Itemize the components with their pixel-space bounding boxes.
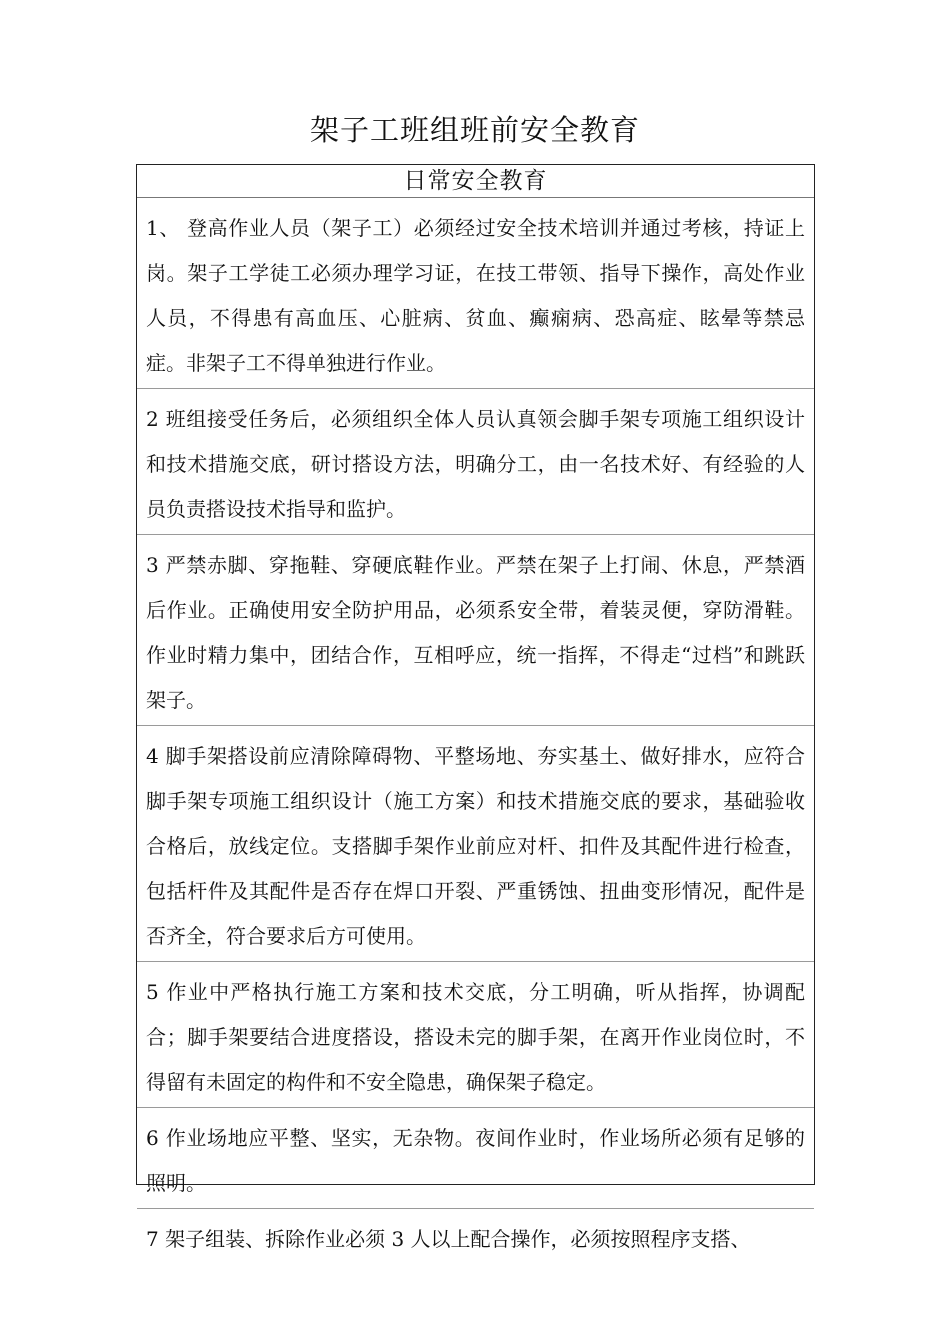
safety-education-table bbox=[136, 164, 815, 1251]
list-item: 7 架子组装、拆除作业必须 3 人以上配合操作，必须按照程序支搭、 bbox=[146, 1227, 751, 1251]
section-heading: 日常安全教育 bbox=[137, 165, 814, 198]
list-item: 3 严禁赤脚、穿拖鞋、穿硬底鞋作业。严禁在架子上打闹、休息，严禁酒后作业。正确使用安全防护用品，必须系安全带，着装灵便，穿防滑鞋。作业时精力集中，团结合作，互相呼应，统一指挥，不得走“过档”和跳跃架子。 bbox=[137, 535, 814, 726]
list-item: 4 脚手架搭设前应清除障碍物、平整场地、夯实基土、做好排水，应符合脚手架专项施工组织设计（施工方案）和技术措施交底的要求，基础验收合格后，放线定位。支搭脚手架作业前应对杆、扣件及其配件进行检查，包括杆件及其配件是否存在焊口开裂、严重锈蚀、扭曲变形情况，配件是否齐全，符合要求后方可使用。 bbox=[137, 726, 814, 962]
list-item: 1、 登高作业人员（架子工）必须经过安全技术培训并通过考核，持证上岗。架子工学徒工必须办理学习证，在技工带领、指导下操作，高处作业人员，不得患有高血压、心脏病、贫血、癫痫病、恐高症、眩晕等禁忌症。非架子工不得单独进行作业。 bbox=[137, 198, 814, 389]
list-item: 2 班组接受任务后，必须组织全体人员认真领会脚手架专项施工组织设计和技术措施交底，研讨搭设方法，明确分工，由一名技术好、有经验的人员负责搭设技术指导和监护。 bbox=[137, 389, 814, 535]
document-title: 架子工班组班前安全教育 bbox=[309, 113, 640, 147]
list-item: 6 作业场地应平整、坚实，无杂物。夜间作业时，作业场所必须有足够的照明。 bbox=[137, 1108, 814, 1209]
list-item: 5 作业中严格执行施工方案和技术交底，分工明确，听从指挥，协调配合；脚手架要结合进度搭设，搭设未完的脚手架，在离开作业岗位时，不得留有未固定的构件和不安全隐患，确保架子稳定。 bbox=[137, 962, 814, 1108]
